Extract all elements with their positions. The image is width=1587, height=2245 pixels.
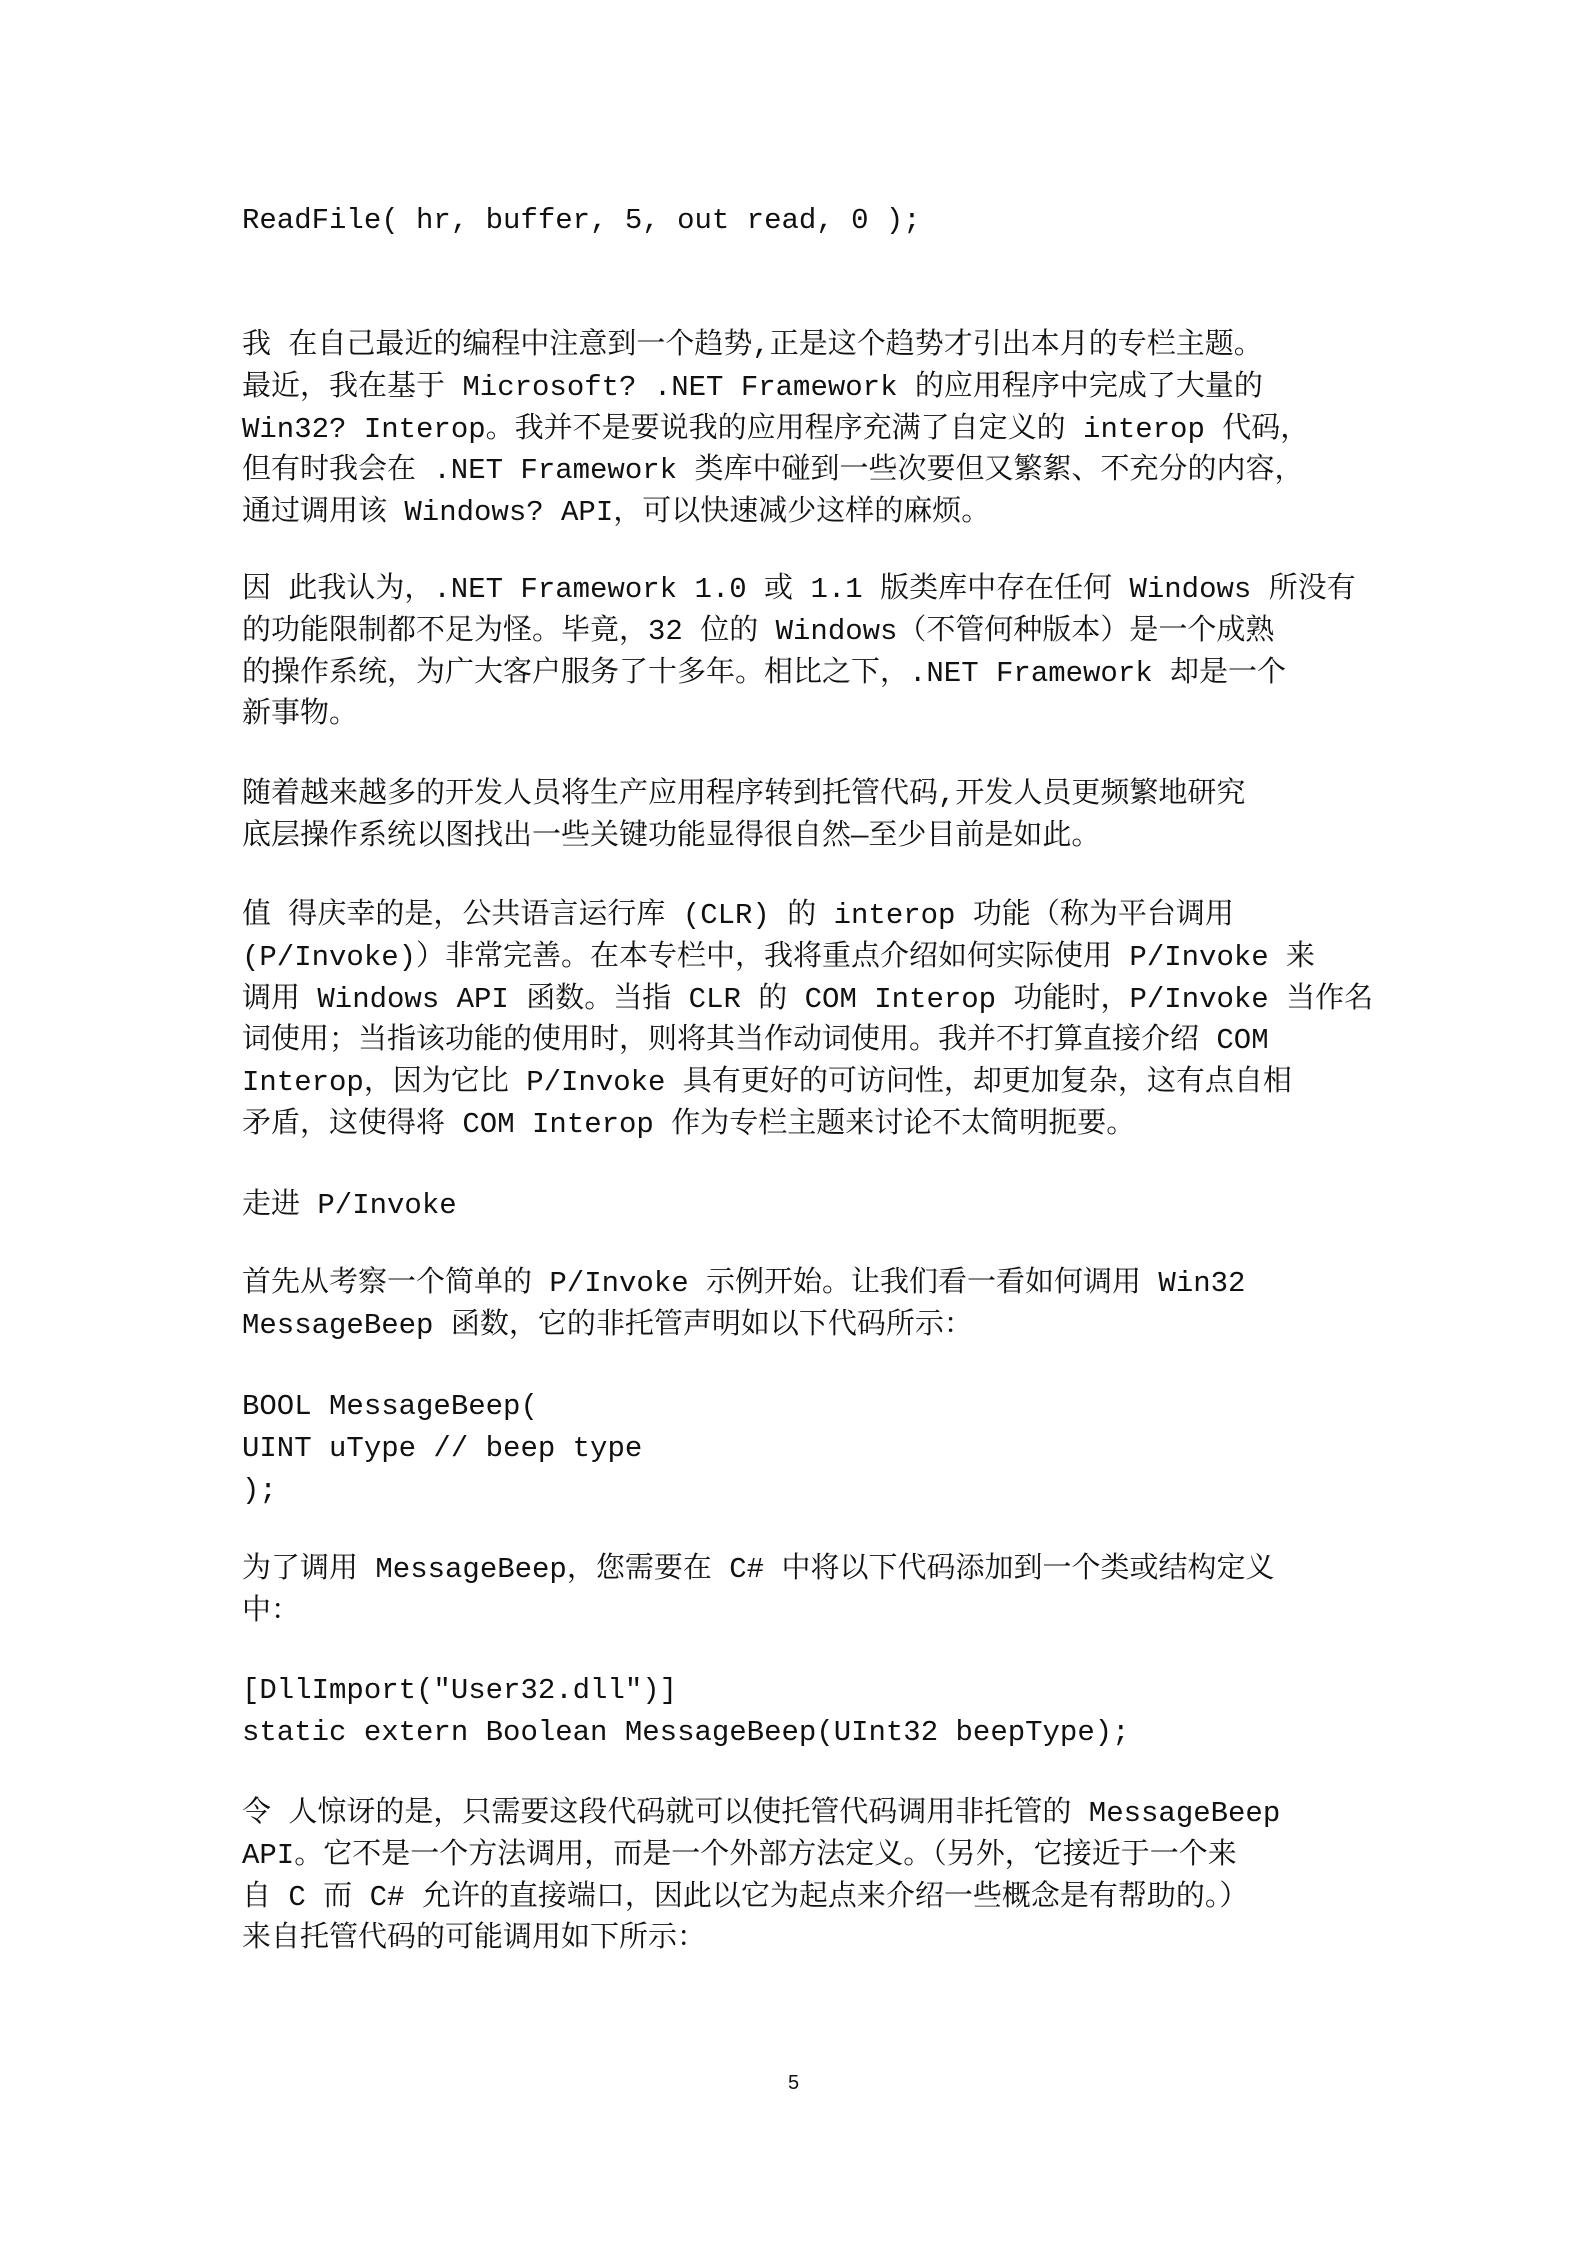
text-line: ReadFile( hr, buffer, 5, out read, 0 ); xyxy=(242,204,921,237)
text-line: 矛盾，这使得将 COM Interop 作为专栏主题来讨论不太简明扼要。 xyxy=(242,1107,1136,1141)
text-line: API。它不是一个方法调用，而是一个外部方法定义。（另外，它接近于一个来 xyxy=(242,1838,1237,1872)
text-line: 最近，我在基于 Microsoft? .NET Framework 的应用程序中完成了大量的 xyxy=(242,370,1263,404)
text-line: (P/Invoke)）非常完善。在本专栏中，我将重点介绍如何实际使用 P/Invoke 来 xyxy=(242,940,1316,974)
text-line: 来自托管代码的可能调用如下所示： xyxy=(242,1922,707,1956)
page-number: 5 xyxy=(787,2072,800,2094)
text-line: BOOL MessageBeep( xyxy=(242,1390,538,1423)
text-line: [DllImport("User32.dll")] xyxy=(242,1674,678,1707)
paragraph xyxy=(242,569,1372,736)
text-line: 调用 Windows API 函数。当指 CLR 的 COM Interop 功能时，P/Invoke 当作名 xyxy=(242,982,1374,1016)
text-line: MessageBeep 函数，它的非托管声明如以下代码所示： xyxy=(242,1308,973,1342)
text-line: 但有时我会在 .NET Framework 类库中碰到一些次要但又繁絮、不充分的内容， xyxy=(242,454,1304,488)
text-line: 词使用；当指该功能的使用时，则将其当作动词使用。我并不打算直接介绍 COM xyxy=(242,1024,1269,1058)
text-line: 随着越来越多的开发人员将生产应用程序转到托管代码,开发人员更频繁地研究 xyxy=(242,778,1246,811)
paragraph xyxy=(242,1263,1372,1347)
paragraph xyxy=(242,895,1372,1146)
code-block xyxy=(242,200,1372,242)
text-line: UINT uType // beep type xyxy=(242,1431,643,1465)
text-line: 的功能限制都不足为怪。毕竟，32 位的 Windows（不管何种版本）是一个成熟 xyxy=(242,614,1275,648)
text-line: 中： xyxy=(242,1594,301,1628)
text-line: 令 人惊讶的是，只需要这段代码就可以使托管代码调用非托管的 MessageBeep xyxy=(242,1797,1281,1830)
text-line: 我 在自己最近的编程中注意到一个趋势,正是这个趋势才引出本月的专栏主题。 xyxy=(242,329,1263,362)
text-line: static extern Boolean MessageBeep(UInt32 beepType); xyxy=(242,1715,1130,1749)
text-line: 底层操作系统以图找出一些关键功能显得很自然—至少目前是如此。 xyxy=(242,819,1101,853)
text-line: 为了调用 MessageBeep，您需要在 C# 中将以下代码添加到一个类或结构定义 xyxy=(242,1553,1275,1586)
text-line: 因 此我认为，.NET Framework 1.0 或 1.1 版类库中存在任何 Windows 所没有 xyxy=(242,573,1356,606)
text-line: Interop，因为它比 P/Invoke 具有更好的可访问性，却更加复杂，这有点自相 xyxy=(242,1066,1292,1100)
paragraph xyxy=(242,1549,1372,1633)
text-line: 新事物。 xyxy=(242,698,359,732)
text-line: 首先从考察一个简单的 P/Invoke 示例开始。让我们看一看如何调用 Win32 xyxy=(242,1267,1246,1300)
text-line: 值 得庆幸的是，公共语言运行库 (CLR) 的 interop 功能（称为平台调用 xyxy=(242,899,1234,932)
text-line: ); xyxy=(242,1473,277,1507)
text-line: 的操作系统，为广大客户服务了十多年。相比之下，.NET Framework 却是一个 xyxy=(242,656,1287,690)
code-block xyxy=(242,1386,1372,1511)
code-block xyxy=(242,1670,1372,1754)
paragraph xyxy=(242,774,1372,858)
text-line: Win32? Interop。我并不是要说我的应用程序充满了自定义的 interop 代码， xyxy=(242,412,1310,446)
paragraph xyxy=(242,325,1372,534)
section-heading xyxy=(242,1185,1372,1227)
paragraph xyxy=(242,1793,1372,1960)
text-line: 自 C 而 C# 允许的直接端口，因此以它为起点来介绍一些概念是有帮助的。） xyxy=(242,1880,1249,1914)
text-line: 走进 P/Invoke xyxy=(242,1189,457,1222)
text-line: 通过调用该 Windows? API，可以快速减少这样的麻烦。 xyxy=(242,496,991,530)
